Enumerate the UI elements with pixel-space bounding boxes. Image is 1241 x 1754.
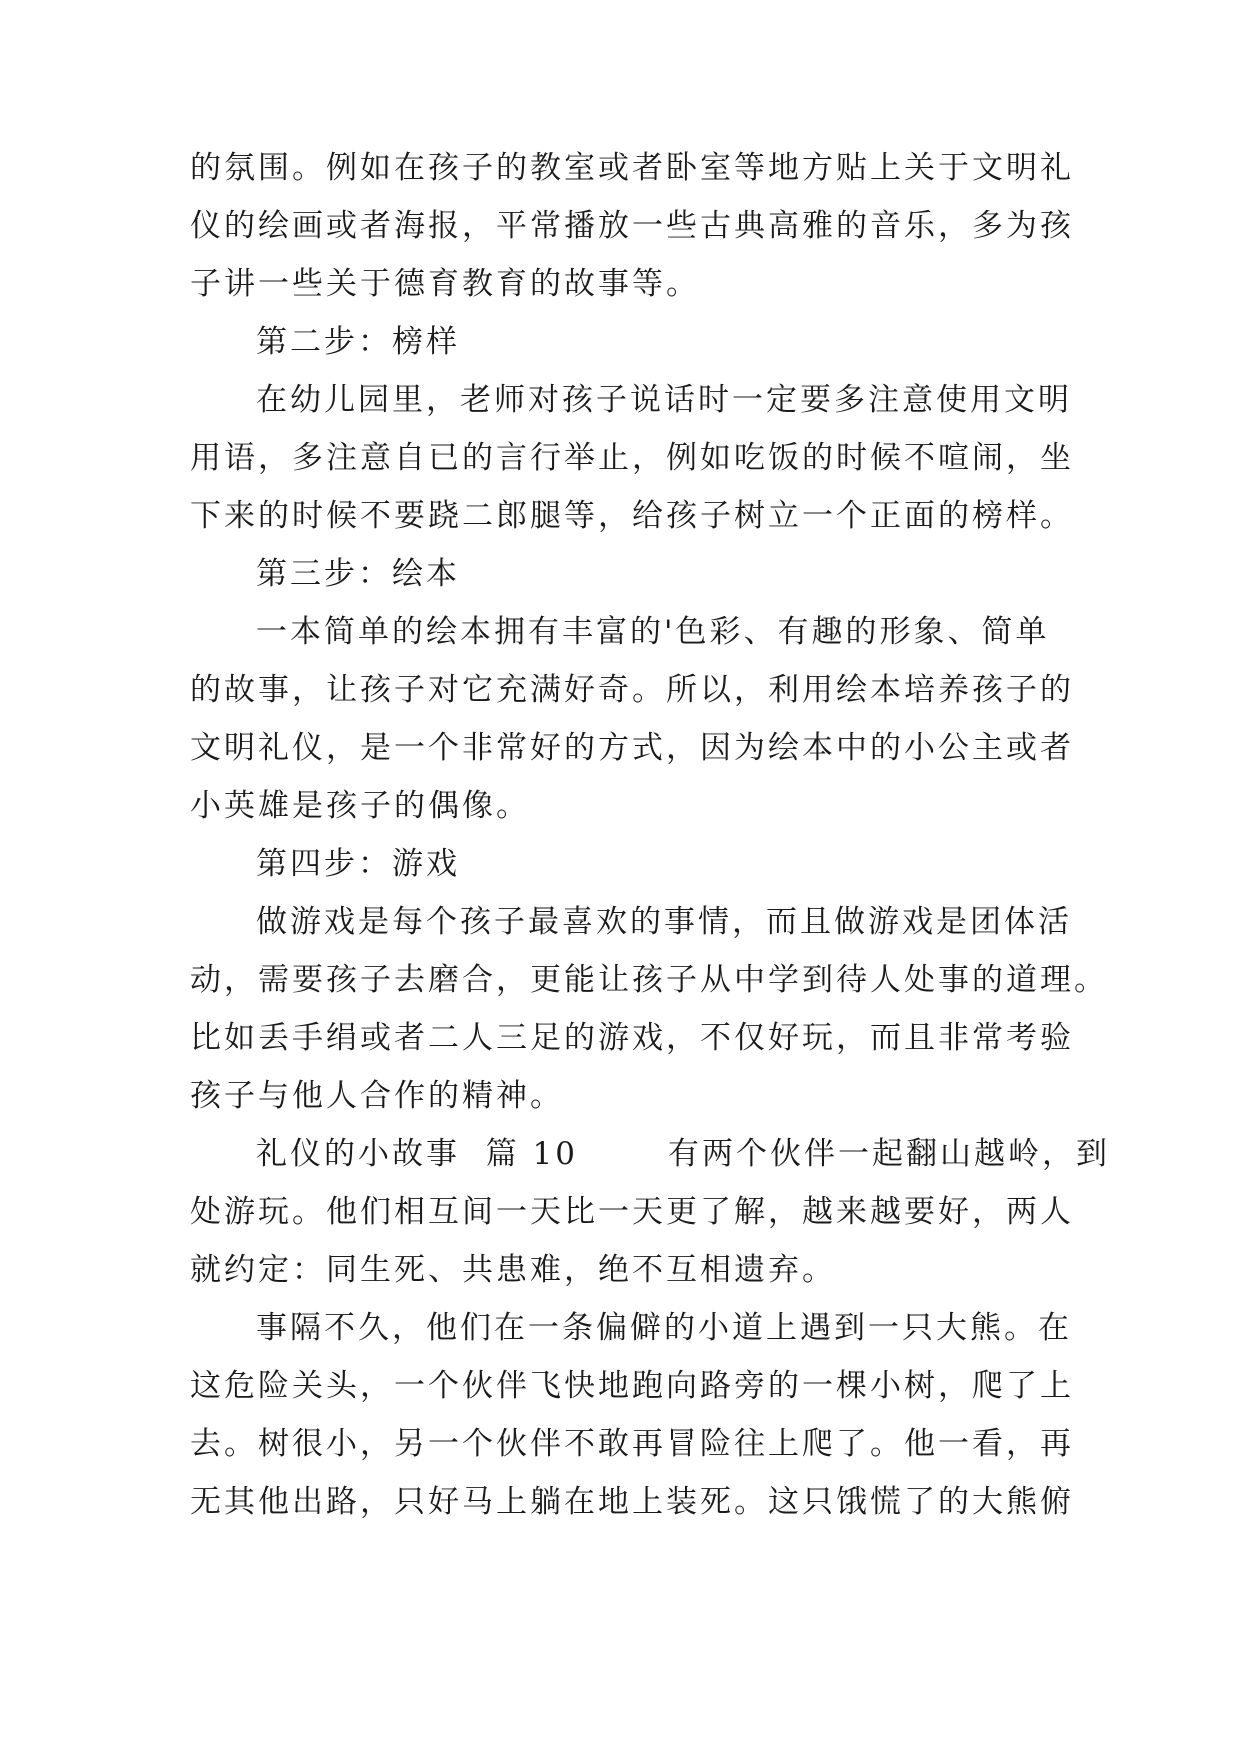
text-line-24: 无其他出路，只好马上躺在地上装死。这只饿慌了的大熊俯	[190, 1484, 1074, 1520]
text-line-16: 比如丢手绢或者二人三足的游戏，不仅好玩，而且非常考验	[190, 1020, 1074, 1056]
text-line-2: 仪的绘画或者海报，平常播放一些古典高雅的音乐，多为孩	[190, 208, 1074, 244]
text-line-7: 下来的时候不要跷二郎腿等，给孩子树立一个正面的榜样。	[190, 498, 1074, 534]
step-heading-3: 第三步：绘本	[256, 556, 460, 592]
text-line-17: 孩子与他人合作的精神。	[190, 1078, 564, 1114]
text-line-12: 小英雄是孩子的偶像。	[190, 788, 530, 824]
text-line-5: 在幼儿园里，老师对孩子说话时一定要多注意使用文明	[256, 382, 1072, 418]
text-line-1: 的氛围。例如在孩子的教室或者卧室等地方贴上关于文明礼	[190, 150, 1074, 186]
story-title-line: 礼仪的小故事 篇 10 有两个伙伴一起翻山越岭，到	[256, 1136, 1110, 1172]
step-heading-4: 第四步：游戏	[256, 846, 460, 882]
text-line-23: 去。树很小，另一个伙伴不敢再冒险往上爬了。他一看，再	[190, 1426, 1074, 1462]
step-heading-2: 第二步：榜样	[256, 324, 460, 360]
text-line-15: 动，需要孩子去磨合，更能让孩子从中学到待人处事的道理。	[190, 962, 1108, 998]
text-line-20: 就约定：同生死、共患难，绝不互相遗弃。	[190, 1252, 836, 1288]
text-line-3: 子讲一些关于德育教育的故事等。	[190, 266, 700, 302]
text-line-6: 用语，多注意自已的言行举止，例如吃饭的时候不喧闹，坐	[190, 440, 1074, 476]
text-line-14: 做游戏是每个孩子最喜欢的事情，而且做游戏是团体活	[256, 904, 1072, 940]
text-line-22: 这危险关头，一个伙伴飞快地跑向路旁的一棵小树，爬了上	[190, 1368, 1074, 1404]
text-line-10: 的故事，让孩子对它充满好奇。所以，利用绘本培养孩子的	[190, 672, 1074, 708]
text-line-9: 一本简单的绘本拥有丰富的'色彩、有趣的形象、简单	[256, 614, 1050, 650]
text-line-11: 文明礼仪，是一个非常好的方式，因为绘本中的小公主或者	[190, 730, 1074, 766]
text-line-21: 事隔不久，他们在一条偏僻的小道上遇到一只大熊。在	[256, 1310, 1072, 1346]
text-line-19: 处游玩。他们相互间一天比一天更了解，越来越要好，两人	[190, 1194, 1074, 1230]
